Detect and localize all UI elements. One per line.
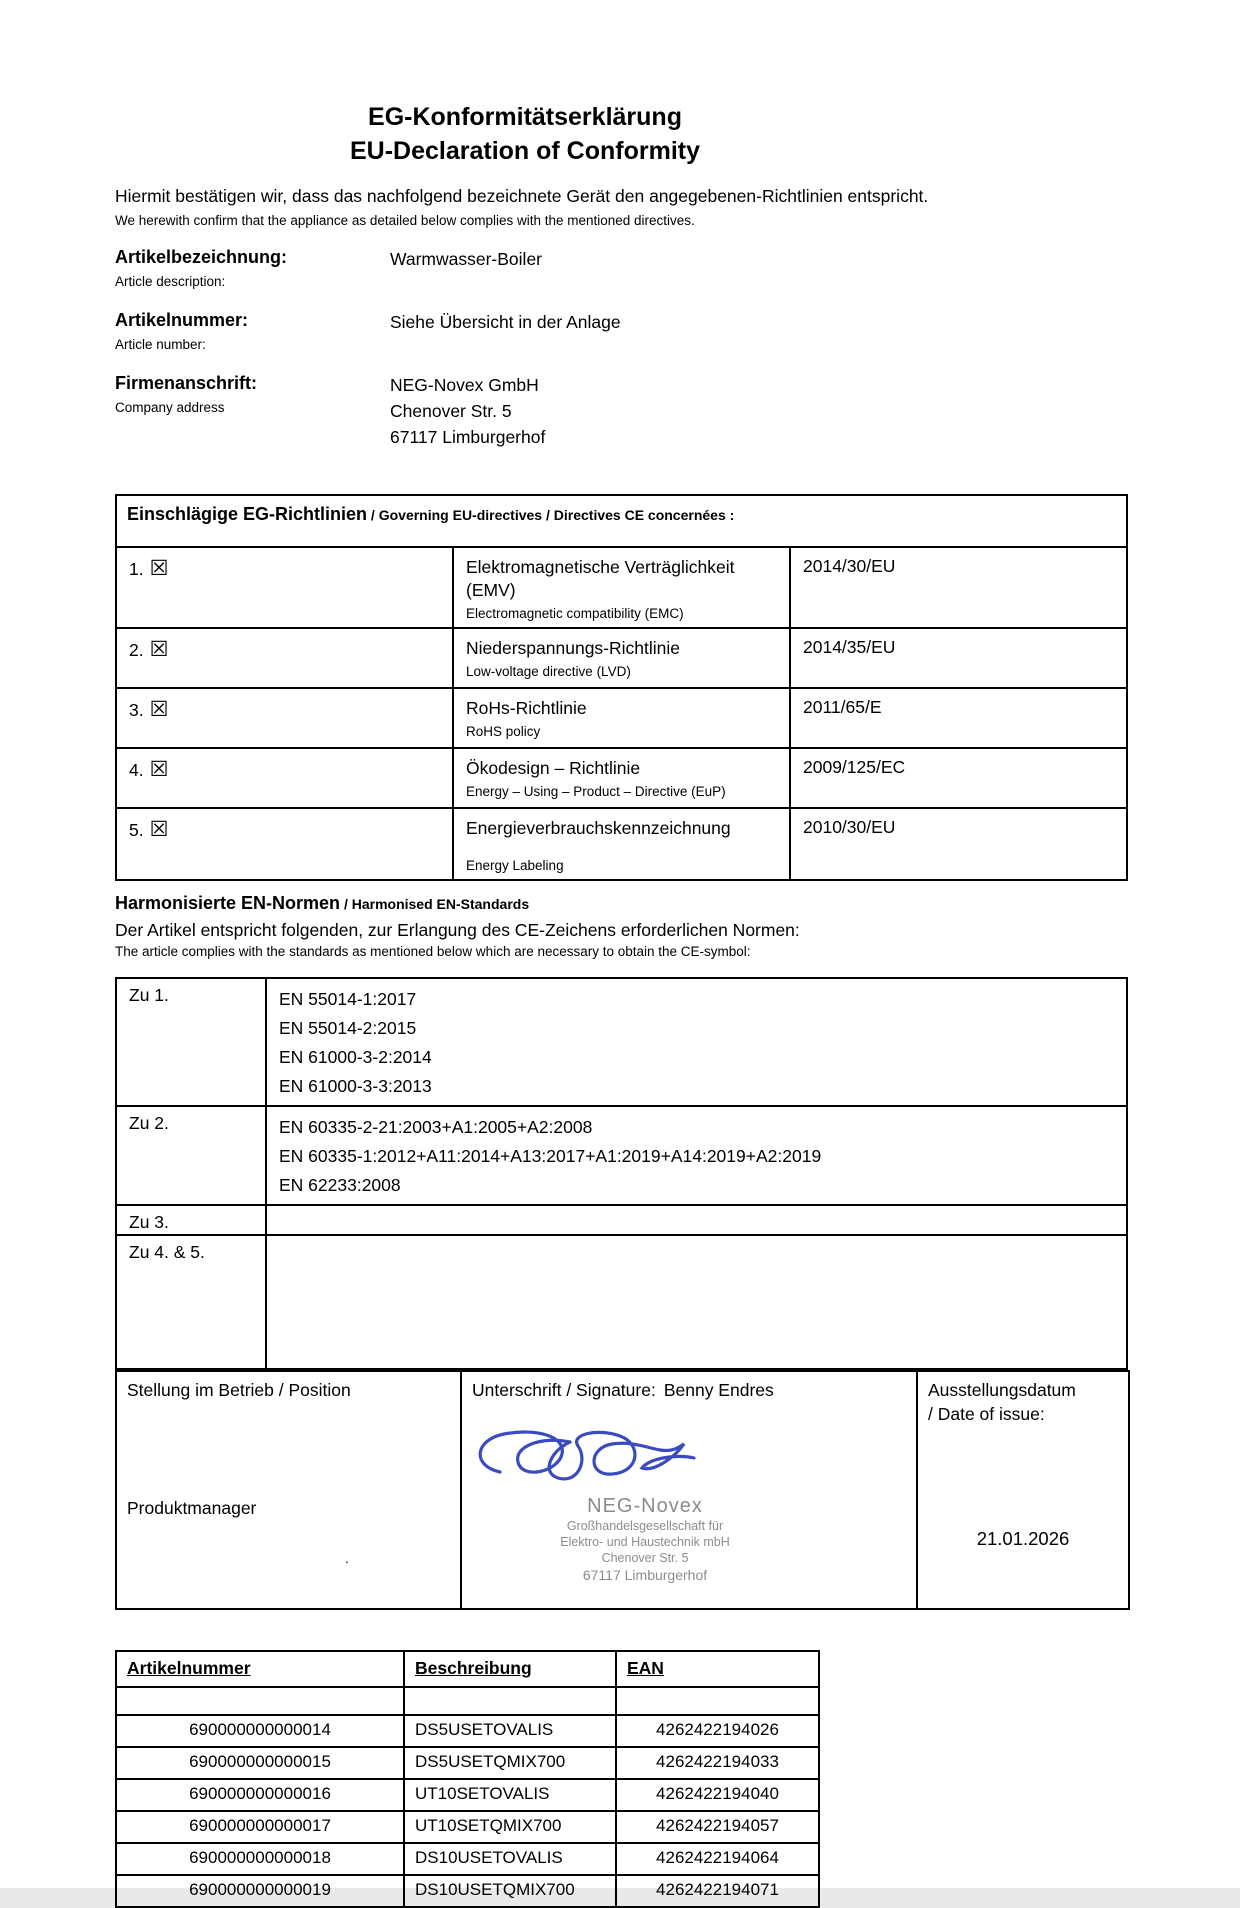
empty-row <box>116 1687 819 1715</box>
empty-cell <box>266 1235 1127 1369</box>
directive-name-de: RoHs-Richtlinie <box>466 698 587 718</box>
article-ean: 4262422194071 <box>616 1875 819 1907</box>
field-value: Siehe Übersicht in der Anlage <box>390 312 621 332</box>
field-label-en: Article description: <box>115 274 226 289</box>
table-row <box>116 808 1127 880</box>
intro-paragraph <box>115 184 945 231</box>
standards-table <box>115 977 1128 1370</box>
title-english: EU-Declaration of Conformity <box>349 137 701 165</box>
standards-heading <box>115 893 1128 914</box>
article-number: 690000000000017 <box>116 1811 404 1843</box>
article-ean: 4262422194026 <box>616 1715 819 1747</box>
date-label-en: / Date of issue: <box>928 1404 1045 1424</box>
article-description: UT10SETQMIX700 <box>404 1811 616 1843</box>
column-header-ean: EAN <box>627 1658 664 1678</box>
table-row <box>116 1235 1127 1369</box>
standard-entry: EN 60335-1:2012+A11:2014+A13:2017+A1:2019+A14:2019+A2:2019 <box>279 1146 822 1166</box>
empty-cell <box>404 1687 616 1715</box>
directive-name-de: Niederspannungs-Richtlinie <box>466 638 681 658</box>
handwritten-signature-image <box>470 1420 720 1500</box>
article-description: DS5USETOVALIS <box>404 1715 616 1747</box>
directive-name-de: Elektromagnetische Verträglichkeit (EMV) <box>466 557 735 600</box>
article-ean: 4262422194033 <box>616 1747 819 1779</box>
table-row <box>116 1875 819 1907</box>
field-label-en: Company address <box>115 400 225 415</box>
article-description: UT10SETOVALIS <box>404 1779 616 1811</box>
article-number: 690000000000019 <box>116 1875 404 1907</box>
signatory-name: Benny Endres <box>663 1380 774 1400</box>
stamp-company-name: NEG-Novex <box>587 1495 703 1517</box>
stamp-line: 67117 Limburgerhof <box>582 1567 708 1583</box>
article-description: DS5USETQMIX700 <box>404 1747 616 1779</box>
row-number: 4. <box>129 760 144 780</box>
directives-header-en-fr: / Governing EU-directives / Directives CE concernées : <box>367 507 735 523</box>
address-line: NEG-Novex GmbH <box>390 375 539 395</box>
table-row <box>116 628 1127 688</box>
standard-entry: EN 61000-3-3:2013 <box>279 1076 432 1096</box>
stamp-line: Chenover Str. 5 <box>601 1551 689 1565</box>
standards-row-label: Zu 2. <box>116 1106 266 1205</box>
table-header-row <box>116 495 1127 547</box>
empty-cell <box>116 1687 404 1715</box>
standards-row-label: Zu 3. <box>116 1205 266 1235</box>
column-header-artikelnummer: Artikelnummer <box>127 1658 251 1678</box>
directive-name-en: Electromagnetic compatibility (EMC) <box>466 606 684 621</box>
directive-name-en: Energy – Using – Product – Directive (EuP) <box>466 784 726 799</box>
directive-name-en: Low-voltage directive (LVD) <box>466 664 631 679</box>
article-ean: 4262422194057 <box>616 1811 819 1843</box>
address-line: 67117 Limburgerhof <box>390 427 546 447</box>
article-ean: 4262422194040 <box>616 1779 819 1811</box>
table-row <box>116 1106 1127 1205</box>
table-row <box>116 1715 819 1747</box>
table-row <box>116 547 1127 628</box>
stamp-line: Großhandelsgesellschaft für <box>566 1519 724 1533</box>
intro-text-english: We herewith confirm that the appliance as detailed below complies with the mentioned directives. <box>115 213 695 228</box>
row-number: 3. <box>129 700 144 720</box>
checked-checkbox-icon: ☒ <box>149 697 169 721</box>
field-label-de: Artikelbezeichnung: <box>115 247 288 267</box>
directive-number: 2011/65/E <box>790 688 1127 748</box>
issue-date: 21.01.2026 <box>976 1528 1070 1549</box>
table-row <box>116 1747 819 1779</box>
table-row <box>116 1205 1127 1235</box>
standards-heading-de: Harmonisierte EN-Normen <box>115 893 341 913</box>
empty-cell <box>616 1687 819 1715</box>
article-description: DS10USETOVALIS <box>404 1843 616 1875</box>
table-row <box>116 1811 819 1843</box>
directive-number: 2014/30/EU <box>790 547 1127 628</box>
field-value: Warmwasser-Boiler <box>390 249 543 269</box>
field-article-number <box>115 308 1128 355</box>
field-label-de: Artikelnummer: <box>115 310 249 330</box>
directives-header-de: Einschlägige EG-Richtlinien <box>127 504 368 524</box>
standards-row-label: Zu 4. & 5. <box>116 1235 266 1369</box>
article-description: DS10USETQMIX700 <box>404 1875 616 1907</box>
article-fields <box>115 245 1128 450</box>
checked-checkbox-icon: ☒ <box>149 757 169 781</box>
directives-table <box>115 494 1128 881</box>
table-row <box>116 1779 819 1811</box>
row-number: 1. <box>129 559 144 579</box>
field-article-description <box>115 245 1128 292</box>
articles-table <box>115 1650 820 1908</box>
directive-name-en: RoHS policy <box>466 724 541 739</box>
table-row <box>116 978 1127 1106</box>
stray-dot: . <box>345 1550 349 1566</box>
directive-number: 2009/125/EC <box>790 748 1127 808</box>
standard-entry: EN 61000-3-2:2014 <box>279 1047 432 1067</box>
table-row <box>116 748 1127 808</box>
table-header-row <box>116 1651 819 1687</box>
checked-checkbox-icon: ☒ <box>149 556 169 580</box>
article-number: 690000000000016 <box>116 1779 404 1811</box>
title-german: EG-Konformitätserklärung <box>368 103 682 131</box>
directive-number: 2014/35/EU <box>790 628 1127 688</box>
standard-entry: EN 62233:2008 <box>279 1175 401 1195</box>
standard-entry: EN 55014-2:2015 <box>279 1018 417 1038</box>
article-number: 690000000000014 <box>116 1715 404 1747</box>
table-row <box>116 1371 1129 1609</box>
position-label: Stellung im Betrieb / Position <box>127 1380 351 1400</box>
intro-text-german: Hiermit bestätigen wir, dass das nachfolgend bezeichnete Gerät den angegebenen-Richtlinien entspricht. <box>115 186 929 206</box>
standards-text-german: Der Artikel entspricht folgenden, zur Erlangung des CE-Zeichens erforderlichen Normen: <box>115 920 800 940</box>
directive-name-en: Energy Labeling <box>466 858 564 873</box>
directive-name-de: Energieverbrauchskennzeichnung <box>466 818 731 838</box>
row-number: 2. <box>129 640 144 660</box>
document-content <box>115 0 1128 1908</box>
article-number: 690000000000018 <box>116 1843 404 1875</box>
empty-cell <box>266 1205 1127 1235</box>
stamp-line: Elektro- und Haustechnik mbH <box>560 1535 730 1549</box>
standards-text-english: The article complies with the standards as mentioned below which are necessary to obtain the CE-symbol: <box>115 944 751 959</box>
article-ean: 4262422194064 <box>616 1843 819 1875</box>
standard-entry: EN 55014-1:2017 <box>279 989 417 1009</box>
document-title <box>115 100 935 168</box>
standards-heading-en: / Harmonised EN-Standards <box>340 896 530 912</box>
directive-name-de: Ökodesign – Richtlinie <box>466 758 641 778</box>
directive-number: 2010/30/EU <box>790 808 1127 880</box>
field-company-address <box>115 371 1128 450</box>
table-row <box>116 688 1127 748</box>
checked-checkbox-icon: ☒ <box>149 817 169 841</box>
field-label-de: Firmenanschrift: <box>115 373 258 393</box>
address-line: Chenover Str. 5 <box>390 401 512 421</box>
standards-row-label: Zu 1. <box>116 978 266 1106</box>
signature-table <box>115 1370 1130 1610</box>
position-value: Produktmanager <box>127 1498 257 1518</box>
field-label-en: Article number: <box>115 337 206 352</box>
article-number: 690000000000015 <box>116 1747 404 1779</box>
checked-checkbox-icon: ☒ <box>149 637 169 661</box>
field-value-address <box>390 371 545 450</box>
date-label-de: Ausstellungsdatum <box>928 1380 1076 1400</box>
row-number: 5. <box>129 820 144 840</box>
column-header-beschreibung: Beschreibung <box>415 1658 532 1678</box>
table-row <box>116 1843 819 1875</box>
company-stamp <box>520 1494 770 1585</box>
standard-entry: EN 60335-2-21:2003+A1:2005+A2:2008 <box>279 1117 593 1137</box>
signature-label: Unterschrift / Signature: <box>472 1380 656 1400</box>
